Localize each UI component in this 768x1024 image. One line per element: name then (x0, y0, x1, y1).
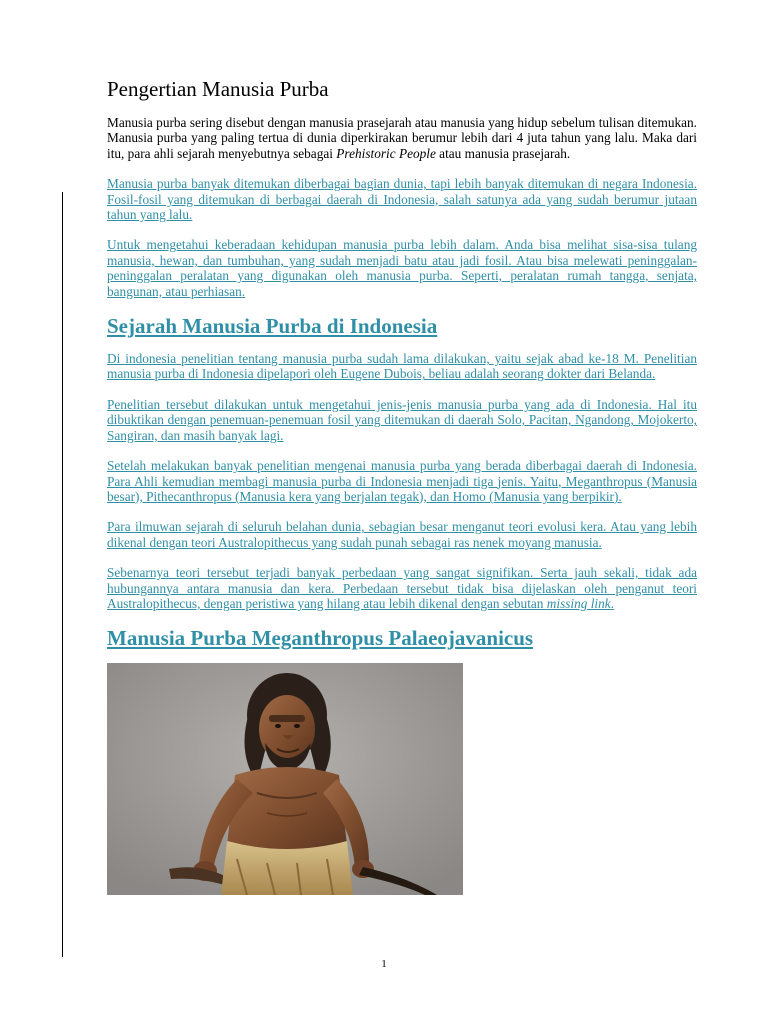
intro-text-end: atau manusia prasejarah. (435, 145, 571, 161)
sejarah-paragraph-5[interactable] (107, 565, 697, 611)
meganthropus-figure-image (107, 663, 463, 895)
intro-italic-term: Prehistoric People (336, 145, 436, 161)
paragraph-link-1[interactable]: Manusia purba banyak ditemukan diberbagai bagian dunia, tapi lebih banyak ditemukan di negara Indonesia. Fosil-fosil yang ditemukan di berbagai daerah di Indonesia, salah satunya ada yang sudah berumur jutaan tahun yang lalu. (107, 176, 697, 223)
intro-text: Manusia purba sering disebut dengan manusia prasejarah atau manusia yang hidup sebelum tulisan ditemukan. Manusia purba yang paling tertua di dunia diperkirakan berumur lebih dari 4 juta tahun yang lalu. Maka dari itu, para ahli sejarah menyebutnya sebagai (107, 115, 697, 161)
sejarah-paragraph-5-text: Sebenarnya teori tersebut terjadi banyak perbedaan yang sangat signifikan. Serta jauh sekali, tidak ada hubungannya antara manusia dan kera. Perbedaan tersebut tidak bisa dijelaskan oleh penganut teori Australopithecus, dengan peristiwa yang hilang atau lebih dikenal dengan sebutan (107, 565, 697, 611)
section-heading-sejarah[interactable]: Sejarah Manusia Purba di Indonesia (107, 314, 438, 339)
sejarah-paragraph-5-end: . (610, 595, 615, 611)
page-number: 1 (381, 958, 387, 970)
sejarah-paragraph-1[interactable]: Di indonesia penelitian tentang manusia purba sudah lama dilakukan, yaitu sejak abad ke-18 M. Penelitian manusia purba di Indonesia dipelapori oleh Eugene Dubois, beliau adalah seorang dokter dari Belanda. (107, 351, 697, 382)
page-title: Pengertian Manusia Purba (107, 77, 329, 101)
missing-link-term: missing link (546, 595, 611, 611)
intro-paragraph (107, 115, 697, 161)
sejarah-paragraph-3[interactable]: Setelah melakukan banyak penelitian mengenai manusia purba yang berada diberbagai daerah di Indonesia. Para Ahli kemudian membagi manusia purba di Indonesia menjadi tiga jenis. Yaitu, Meganthropus (Manusia besar), Pithecanthropus (Manusia kera yang berjalan tegak), dan Homo (Manusia yang berpikir). (107, 458, 697, 504)
page-content (107, 77, 697, 895)
meganthropus-illustration (107, 663, 463, 895)
section-heading-meganthropus[interactable]: Manusia Purba Meganthropus Palaeojavanicus (107, 626, 534, 651)
sejarah-paragraph-2[interactable]: Penelitian tersebut dilakukan untuk mengetahui jenis-jenis manusia purba yang ada di Indonesia. Hal itu dibuktikan dengan penemuan-penemuan fosil yang ditemukan di daerah Solo, Pacitan, Ngandong, Mojokerto, Sangiran, dan masih banyak lagi. (107, 396, 697, 443)
left-margin-rule (62, 192, 63, 957)
sejarah-paragraph-4[interactable]: Para ilmuwan sejarah di seluruh belahan dunia, sebagian besar menganut teori evolusi kera. Atau yang lebih dikenal dengan teori Australopithecus yang sudah punah sebagai ras nenek moyang manusia. (107, 519, 697, 550)
paragraph-link-2[interactable]: Untuk mengetahui keberadaan kehidupan manusia purba lebih dalam. Anda bisa melihat sisa-sisa tulang manusia, hewan, dan tumbuhan, yang sudah menjadi batu atau jadi fosil. Atau bisa melewati peninggalan-peninggalan peralatan yang digunakan oleh manusia purba. Seperti, peralatan rumah tangga, senjata, bangunan, atau perhiasan. (107, 237, 697, 299)
